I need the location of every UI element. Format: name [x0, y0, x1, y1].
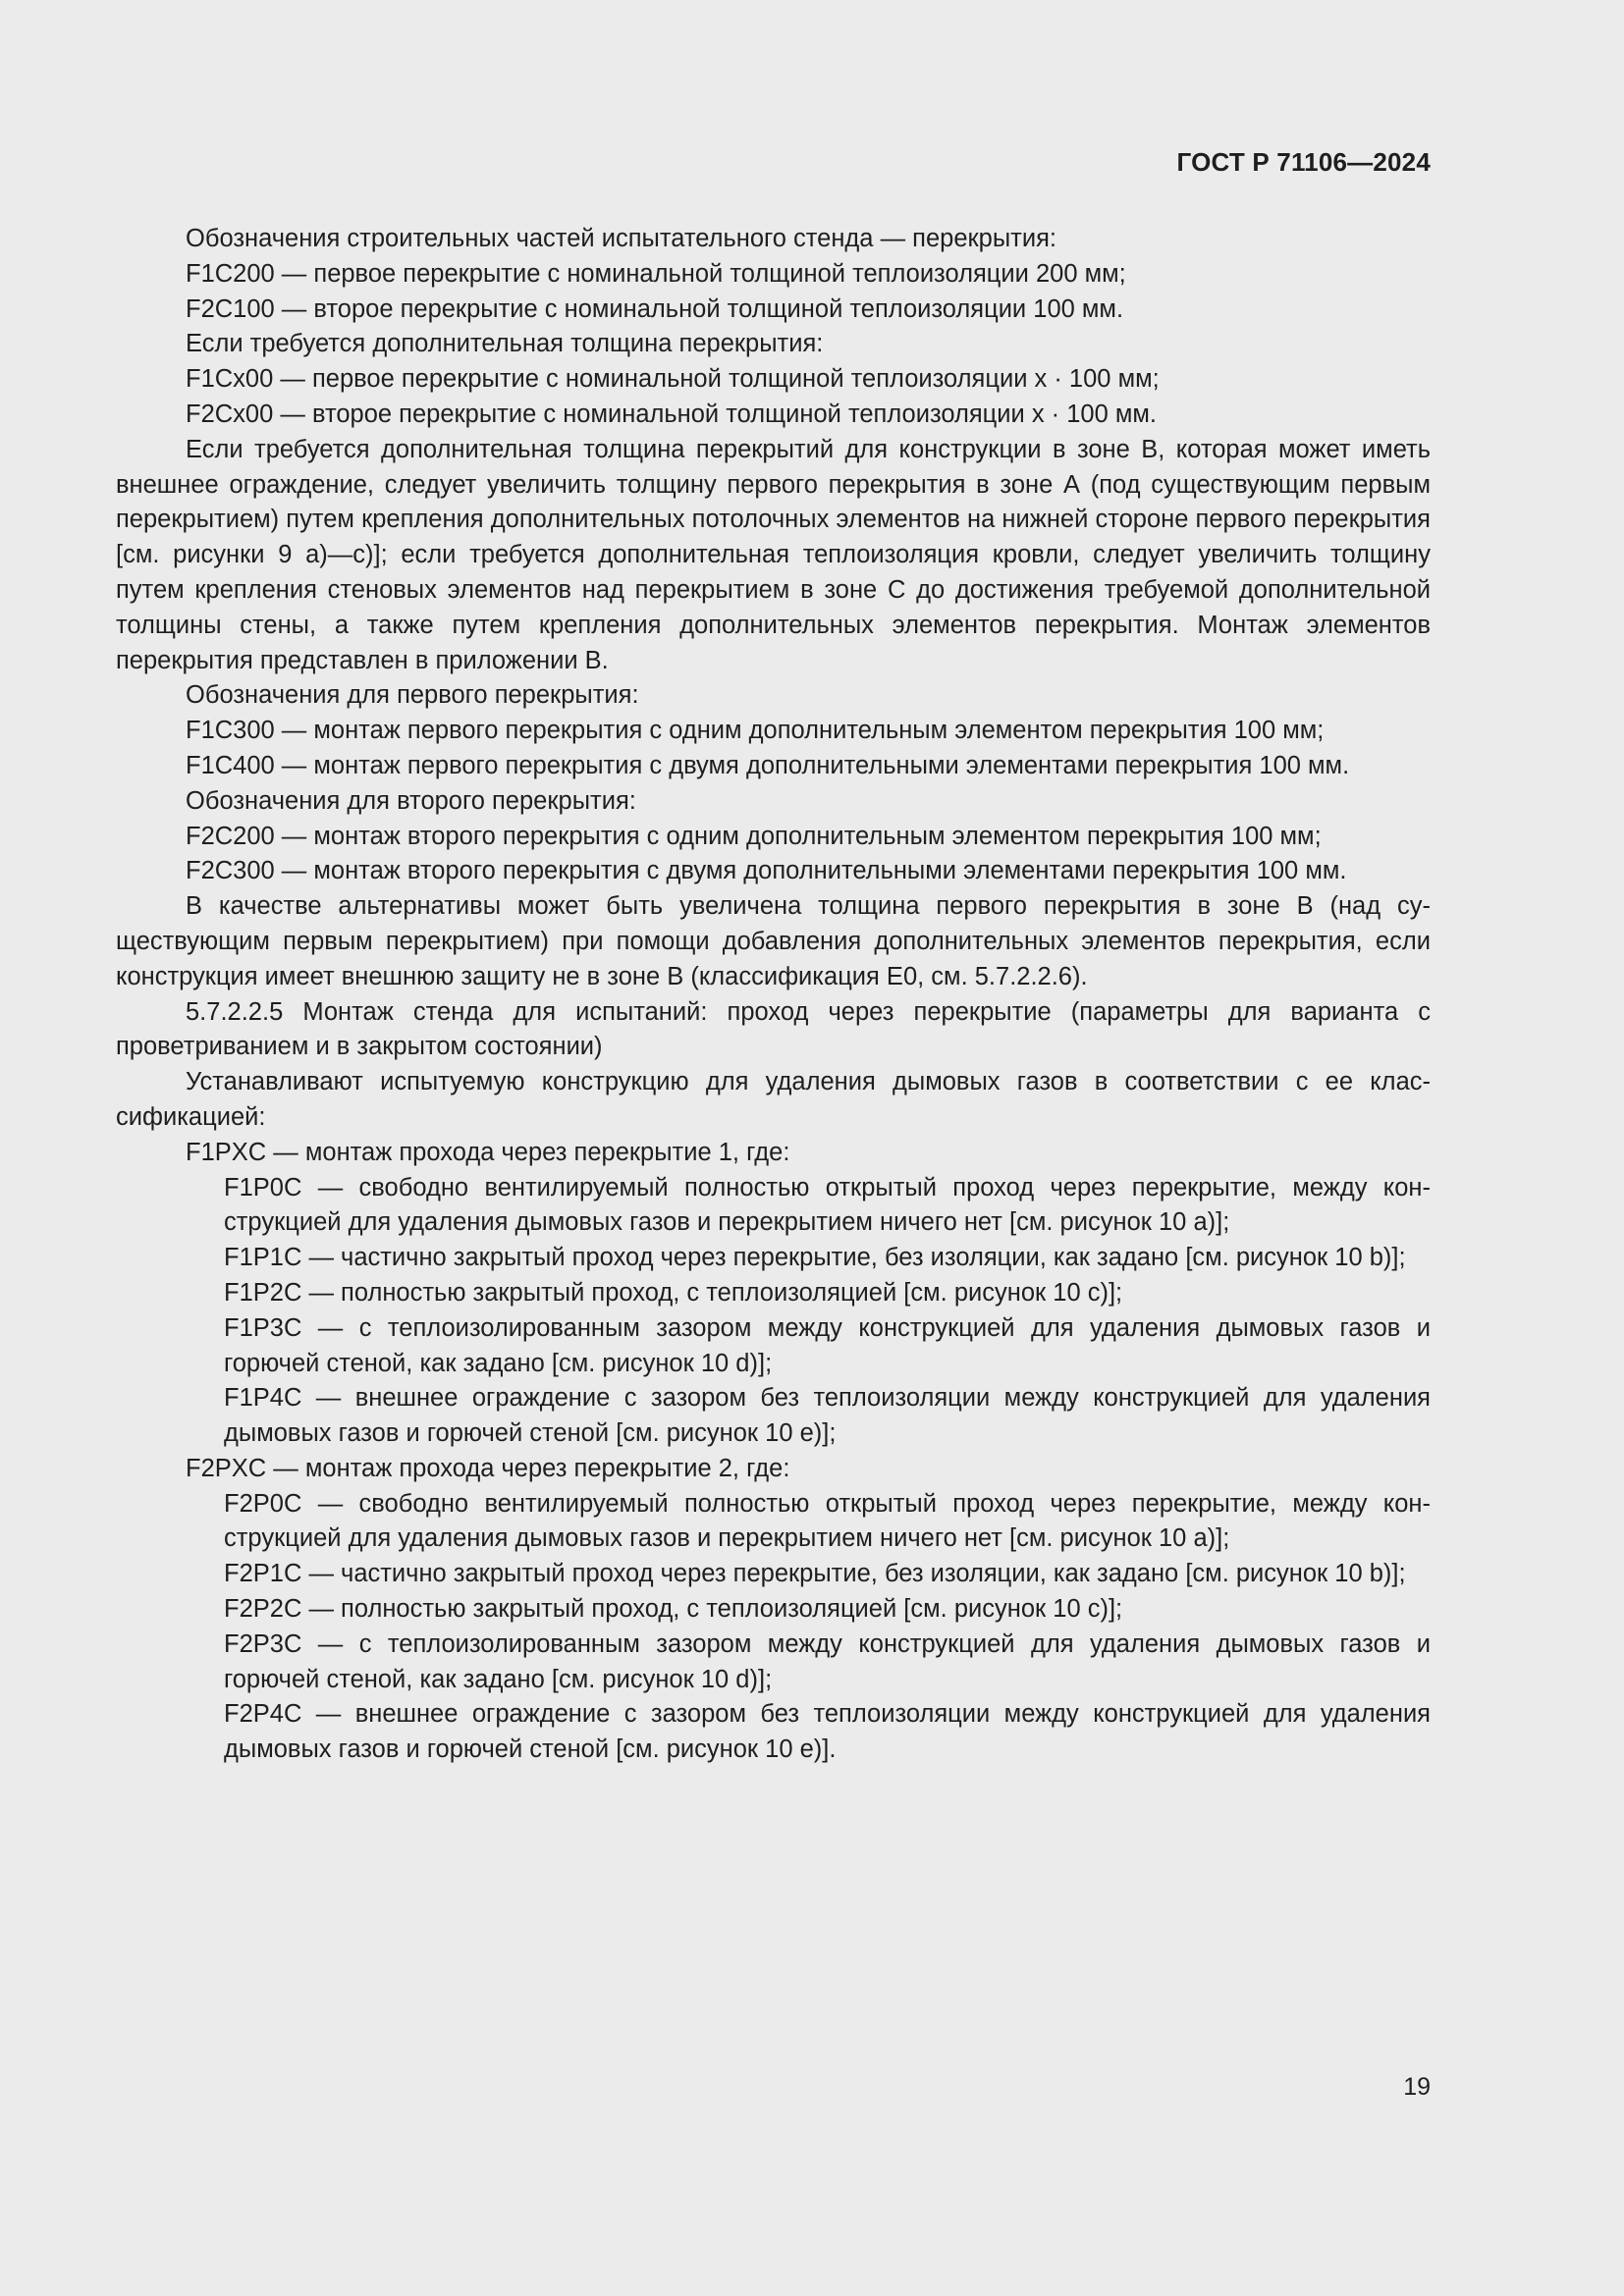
list-heading: F2PXC — монтаж прохода через перекрытие 2, где:: [186, 1454, 790, 1482]
paragraph: F1C200 — первое перекрытие с номинальной толщиной теплоизоляции 200 мм;: [186, 259, 1126, 288]
paragraph: Обозначения для первого перекрытия:: [186, 681, 639, 710]
paragraph: Обозначения строительных частей испытательного стенда — перекрытия:: [186, 225, 1056, 252]
list-item: F2P3C — с теплоизолированным зазором между конструкцией для удаления дымовых газов и горючей стеной, как задано [см. рисунок 10 d)];: [224, 1629, 1431, 1693]
paragraph: Если требуется дополнительная толщина перекрытия:: [186, 330, 824, 358]
list-item: F2P1C — частично закрытый проход через перекрытие, без изоляции, как задано [см. рисунок 10 b)];: [224, 1560, 1406, 1588]
list-item: F1P2C — полностью закрытый проход, с теплоизоляцией [см. рисунок 10 с)];: [224, 1278, 1123, 1307]
list-item: F1P0C — свободно вентилируемый полностью открытый проход через перекрытие, между конструкцией для удаления дымовых газов и перекрытием ничего нет [см. рисунок 10 а)];: [224, 1173, 1431, 1237]
list-item: F1P1C — частично закрытый проход через перекрытие, без изоляции, как задано [см. рисунок 10 b)];: [224, 1244, 1406, 1272]
paragraph: Обозначения для второго перекрытия:: [186, 786, 636, 815]
section-heading: 5.7.2.2.5 Монтаж стенда для испытаний: проход через перекрытие (параметры для варианта с проветриванием и в закрытом состоянии): [116, 997, 1431, 1061]
paragraph: F2C300 — монтаж второго перекрытия с двумя дополнительными элементами перекрытия 100 мм.: [186, 857, 1347, 885]
list-heading: F1PXC — монтаж прохода через перекрытие 1, где:: [186, 1138, 790, 1166]
page-number: 19: [1403, 2073, 1431, 2101]
paragraph: F1C300 — монтаж первого перекрытия с одним дополнительным элементом перекрытия 100 мм;: [186, 717, 1325, 745]
list-item: F2P0C — свободно вентилируемый полностью открытый проход через перекрытие, между конструкцией для удаления дымовых газов и перекрытием ничего нет [см. рисунок 10 а)];: [224, 1489, 1431, 1553]
paragraph: Если требуется дополнительная толщина перекрытий для конструкции в зоне B, которая может иметь внешнее ограждение, следует увеличить толщину первого перекрытия в зоне А (под существующим первым перекрытием) путем крепления дополнительных потолочных элементов на нижней стороне первого перекрытия [см. рисунки 9 а)—c)]; если требуется дополнительная теплоизоляция кровли, следует увеличить толщину путем крепления стеновых элементов над перекрытием в зоне С до достижения требуемой дополнительной толщины стены, а также путем крепления дополнительных элементов перекрытия. Монтаж элементов перекрытия представлен в приложении В.: [116, 435, 1431, 674]
list-item: F1P3C — с теплоизолированным зазором между конструкцией для удаления дымовых газов и горючей стеной, как задано [см. рисунок 10 d)];: [224, 1313, 1431, 1377]
paragraph: F2Cx00 — второе перекрытие с номинальной толщиной теплоизоляции x · 100 мм.: [186, 400, 1158, 428]
paragraph: F2C100 — второе перекрытие с номинальной толщиной теплоизоляции 100 мм.: [186, 294, 1124, 323]
list-item: F2P2C — полностью закрытый проход, с теплоизоляцией [см. рисунок 10 с)];: [224, 1595, 1123, 1624]
paragraph: F1C400 — монтаж первого перекрытия с двумя дополнительными элементами перекрытия 100 мм.: [186, 751, 1350, 779]
paragraph: F2C200 — монтаж второго перекрытия с одним дополнительным элементом перекрытия 100 мм;: [186, 822, 1322, 850]
paragraph: Устанавливают испытуемую конструкцию для удаления дымовых газов в соответствии с ее классификацией:: [116, 1068, 1431, 1131]
paragraph: В качестве альтернативы может быть увеличена толщина первого перекрытия в зоне В (над существующим первым перекрытием) при помощи добавления дополнительных элементов перекрытия, если конструкция имеет внешнюю защиту не в зоне В (классификация Е0, см. 5.7.2.2.6).: [116, 892, 1431, 990]
list-item: F2P4C — внешнее ограждение с зазором без теплоизоляции между конструкцией для удаления дымовых газов и горючей стеной [см. рисунок 10 е)].: [224, 1700, 1431, 1764]
document-body: [116, 222, 1431, 1768]
document-header: ГОСТ Р 71106—2024: [1176, 147, 1431, 177]
paragraph: F1Cx00 — первое перекрытие с номинальной толщиной теплоизоляции x · 100 мм;: [186, 365, 1160, 394]
list-item: F1P4C — внешнее ограждение с зазором без теплоизоляции между конструкцией для удаления дымовых газов и горючей стеной [см. рисунок 10 е)];: [224, 1384, 1431, 1448]
